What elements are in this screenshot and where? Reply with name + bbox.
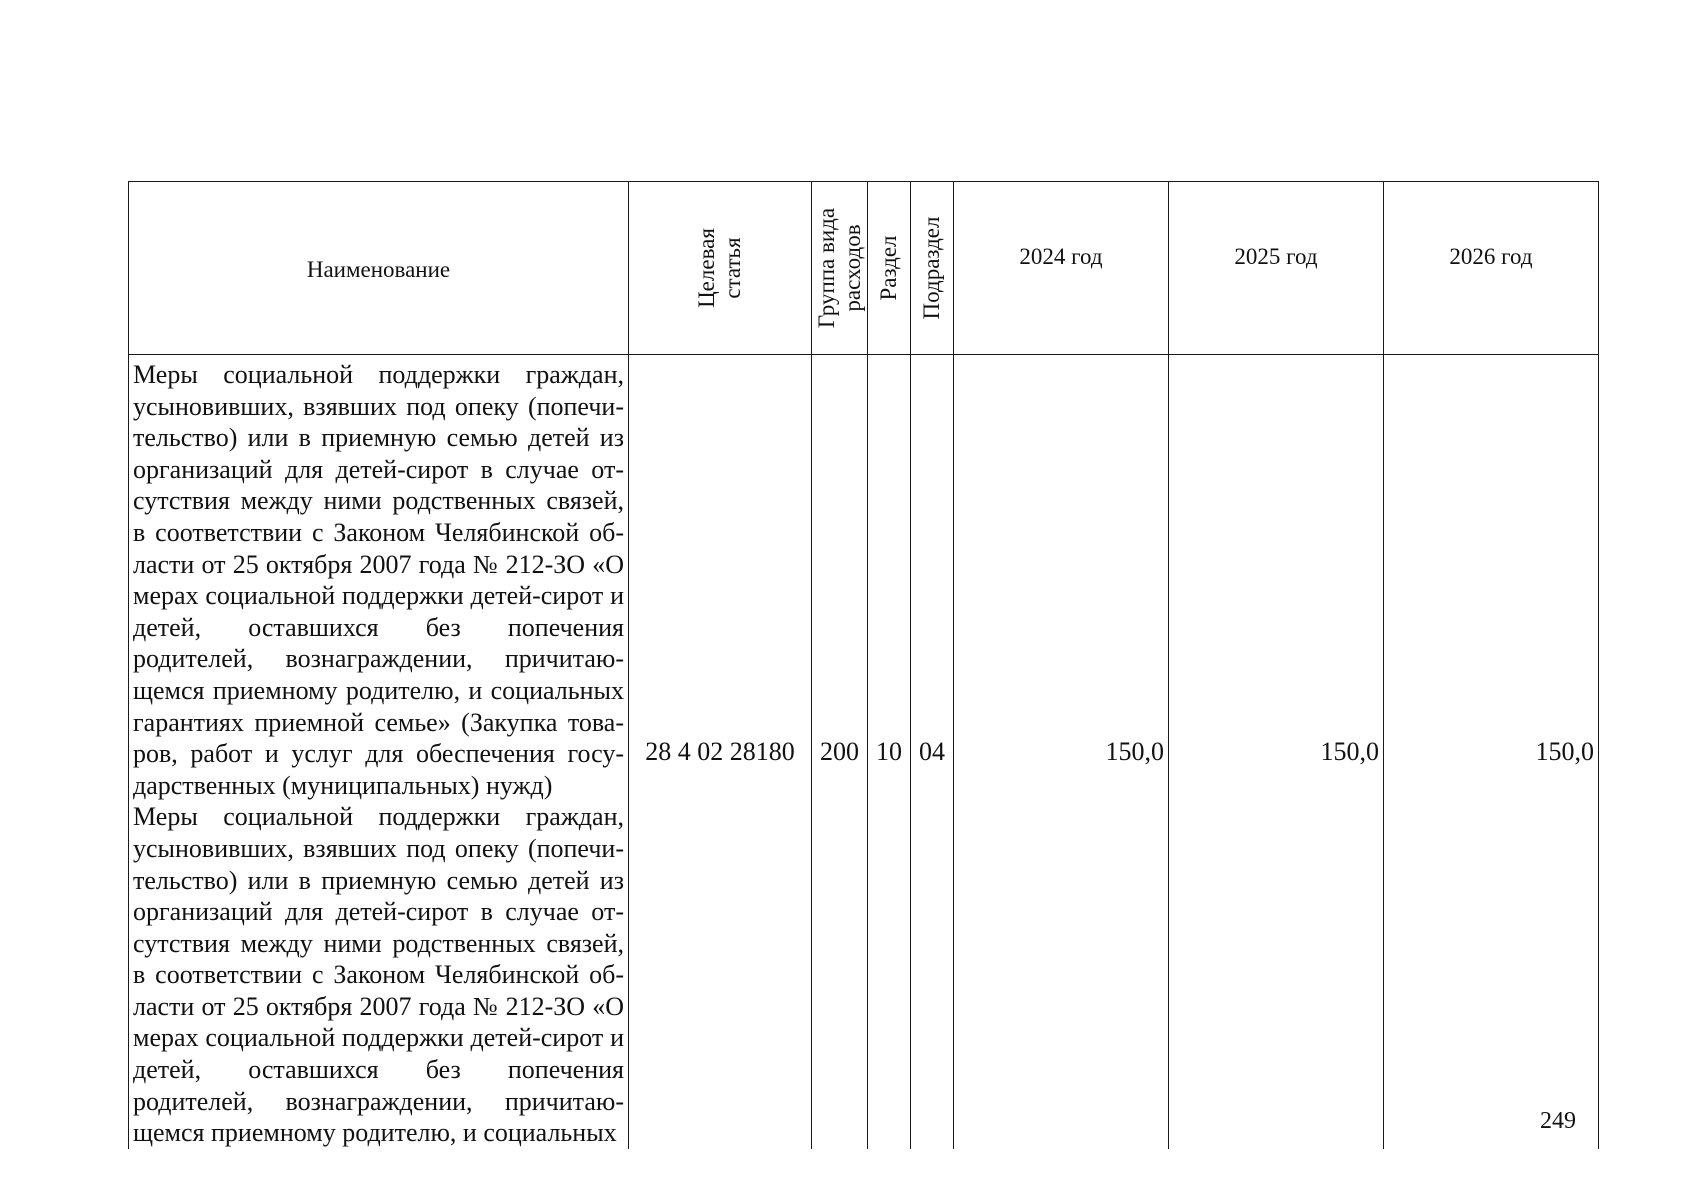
- target-article-cell: 28 4 02 28180: [629, 355, 812, 1149]
- amount-2026-cell: 150,0: [1384, 355, 1599, 1149]
- header-year-2025: 2025 год: [1169, 182, 1384, 355]
- header-expense-group-line1: Группа вида: [813, 207, 839, 329]
- header-section-text: Раздел: [876, 235, 901, 301]
- page-number: 249: [1540, 1108, 1576, 1134]
- header-expense-group: [812, 182, 868, 355]
- header-year-2026: 2026 год: [1384, 182, 1599, 355]
- header-subsection: [911, 182, 954, 355]
- header-name-text: Наименование: [306, 257, 451, 282]
- header-expense-group-line2: расходов: [839, 224, 865, 312]
- section-cell: 10: [868, 355, 911, 1149]
- header-subsection-text: Подраздел: [919, 216, 944, 320]
- expense-group-cell: 200: [812, 355, 868, 1149]
- description-paragraph-2: Меры социальной поддержки граждан, усыновивших, взявших под опеку (попечительство) или в приемную семью детей из организаций для детей-сирот в случае отсутствия между ними родственных связей, в соответствии с Законом Челябинской области от 25 октября 2007 года № 212-ЗО «О мерах социальной поддержки детей-сирот и детей, оставшихся без попечения родителей, вознаграждении, причитающемся приемному родителю, и социальных: [133, 802, 624, 1148]
- description-paragraph-1: Меры социальной поддержки граждан, усыновивших, взявших под опеку (попечительство) или в приемную семью детей из организаций для детей-сирот в случае отсутствия между ними родственных связей, в соответствии с Законом Челябинской области от 25 октября 2007 года № 212-ЗО «О мерах социальной поддержки детей-сирот и детей, оставшихся без попечения родителей, вознаграждении, причитающемся приемному родителю, и социальных гарантиях приемной семье» (Закупка товаров, работ и услуг для обеспечения государственных (муниципальных) нужд): [133, 360, 624, 800]
- amount-2025-cell: 150,0: [1169, 355, 1384, 1149]
- description-cell: [129, 355, 629, 1149]
- amount-2024-cell: 150,0: [954, 355, 1169, 1149]
- budget-table: [128, 181, 1599, 1149]
- header-section: [868, 182, 911, 355]
- table-row: [129, 355, 1599, 1149]
- header-year-2024: 2024 год: [954, 182, 1169, 355]
- header-target-article-line2: статья: [720, 237, 745, 299]
- header-target-article: [629, 182, 812, 355]
- header-name: [129, 182, 629, 355]
- header-row: [129, 182, 1599, 355]
- subsection-cell: 04: [911, 355, 954, 1149]
- header-target-article-line1: Целевая: [694, 228, 719, 308]
